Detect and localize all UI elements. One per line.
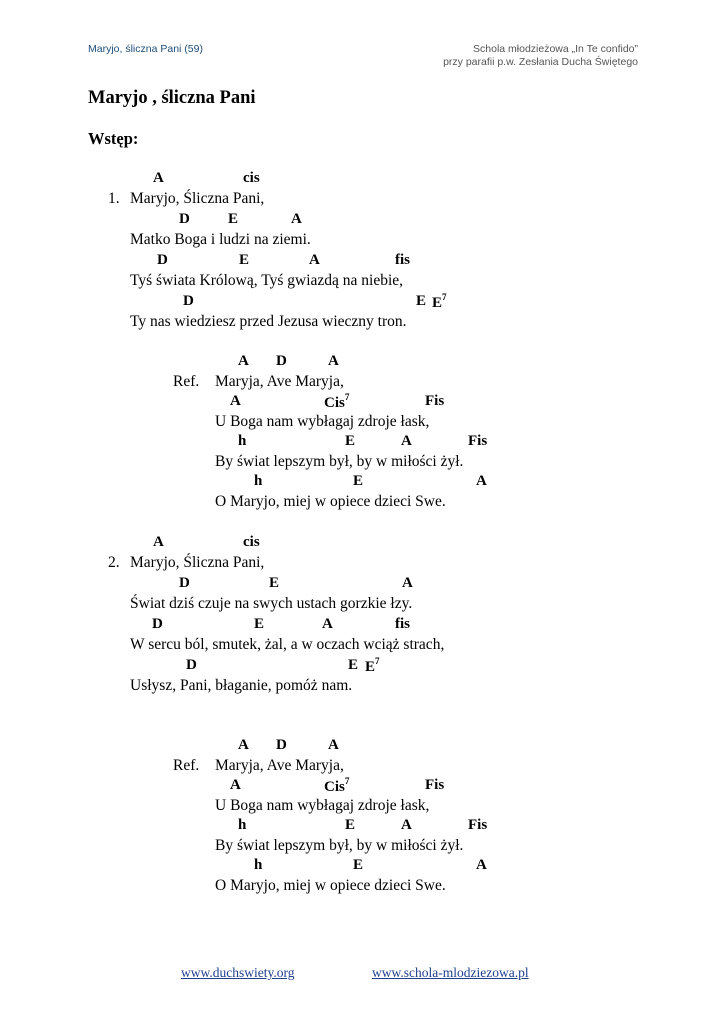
v2-chord-3-0: D — [186, 657, 197, 673]
v2-chord-3-2 — [365, 657, 380, 676]
v1-chord-1-2: A — [291, 211, 302, 227]
ref2-line-3: O Maryjo, miej w opiece dzieci Swe. — [215, 877, 446, 894]
footer-link-schola[interactable]: www.schola-mlodziezowa.pl — [372, 965, 529, 980]
ref2-chord-1-1 — [324, 777, 349, 796]
v1-chord-2-1: E — [239, 252, 250, 268]
ref2-chord-1-0: A — [230, 777, 241, 793]
v1-chord-0-0: A — [153, 170, 164, 186]
v1-chord-0-1: cis — [243, 170, 260, 186]
ref2-chord-1-1-extension: 7 — [344, 776, 350, 786]
ref2-chord-1-1-root: Cis — [324, 779, 345, 795]
ref2-chord-0-1: D — [276, 737, 287, 753]
footer-link-duchswiety[interactable]: www.duchswiety.org — [181, 965, 295, 980]
v2-chord-3-1: E — [348, 657, 359, 673]
v2-chord-2-1: E — [254, 616, 265, 632]
v2-chord-1-1: E — [269, 575, 280, 591]
ref1-line-1: U Boga nam wybłagaj zdroje łask, — [215, 413, 430, 430]
v2-line-3: Usłysz, Pani, błaganie, pomóż nam. — [130, 677, 353, 694]
v1-chord-3-1: E — [416, 293, 427, 309]
v1-chord-2-0: D — [157, 252, 168, 268]
ref1-chord-3-2: A — [476, 473, 487, 489]
v1-chord-2-3: fis — [395, 252, 410, 268]
v2-line-1: Świat dziś czuje na swych ustach gorzkie łzy. — [130, 595, 413, 612]
v1-chord-3-2-extension: 7 — [442, 292, 447, 302]
v1-chord-1-1: E — [228, 211, 239, 227]
v2-chord-0-1: cis — [243, 534, 260, 550]
v2-line-0: Maryjo, Śliczna Pani, — [130, 554, 265, 571]
ref2-line-2: By świat lepszym był, by w miłości żył. — [215, 837, 464, 854]
ref1-chord-1-1-extension: 7 — [344, 392, 350, 402]
v1-chord-3-2-root: E — [432, 295, 443, 311]
ref1-chord-1-0: A — [230, 393, 241, 409]
page-title: Maryjo , śliczna Pani — [88, 88, 256, 108]
v2-chord-3-2-root: E — [365, 659, 376, 675]
v1-line-2: Tyś świata Królową, Tyś gwiazdą na niebie, — [130, 272, 404, 289]
ref2-chord-0-2: A — [328, 737, 339, 753]
ref2-chord-0-0: A — [238, 737, 249, 753]
v1-line-1: Matko Boga i ludzi na ziemi. — [130, 231, 311, 248]
ref2-chord-1-2: Fis — [425, 777, 445, 793]
ref1-line-3: O Maryjo, miej w opiece dzieci Swe. — [215, 493, 446, 510]
v2-chord-1-2: A — [402, 575, 413, 591]
ref1-chord-1-1-root: Cis — [324, 395, 345, 411]
ref2-chord-3-0: h — [254, 857, 263, 873]
ref1-chord-2-1: E — [345, 433, 356, 449]
ref1-chord-0-1: D — [276, 353, 287, 369]
v1-chord-3-0: D — [183, 293, 194, 309]
ref1-chord-2-2: A — [401, 433, 412, 449]
ref2-chord-2-0: h — [238, 817, 247, 833]
v2-chord-1-0: D — [179, 575, 190, 591]
intro-label: Wstęp: — [88, 129, 139, 148]
v2-chord-3-2-extension: 7 — [375, 656, 380, 666]
v1-number: 1. — [108, 190, 120, 207]
ref1-chord-2-0: h — [238, 433, 247, 449]
v1-chord-1-0: D — [179, 211, 190, 227]
ref1-chord-1-1 — [324, 393, 349, 412]
ref2-line-1: U Boga nam wybłagaj zdroje łask, — [215, 797, 430, 814]
v2-number: 2. — [108, 554, 120, 571]
ref2-chord-3-2: A — [476, 857, 487, 873]
ref2-chord-2-1: E — [345, 817, 356, 833]
ref2-label: Ref. — [173, 757, 200, 774]
ref1-chord-1-2: Fis — [425, 393, 445, 409]
header-choir-name: Schola młodzieżowa „In Te confido” — [473, 43, 638, 55]
header-parish: przy parafii p.w. Zesłania Ducha Świętego — [443, 56, 638, 68]
ref1-chord-3-1: E — [353, 473, 364, 489]
v2-chord-2-0: D — [152, 616, 163, 632]
v1-chord-2-2: A — [309, 252, 320, 268]
v2-chord-0-0: A — [153, 534, 164, 550]
ref2-line-0: Maryja, Ave Maryja, — [215, 757, 344, 774]
ref2-chord-2-2: A — [401, 817, 412, 833]
v2-chord-2-3: fis — [395, 616, 410, 632]
ref2-chord-2-3: Fis — [468, 817, 488, 833]
v2-line-2: W sercu ból, smutek, żal, a w oczach wciąż strach, — [130, 636, 445, 653]
ref1-chord-0-2: A — [328, 353, 339, 369]
v1-chord-3-2 — [432, 293, 447, 312]
ref1-label: Ref. — [173, 373, 200, 390]
v1-line-0: Maryjo, Śliczna Pani, — [130, 190, 265, 207]
ref1-line-2: By świat lepszym był, by w miłości żył. — [215, 453, 464, 470]
ref1-chord-2-3: Fis — [468, 433, 488, 449]
ref2-chord-3-1: E — [353, 857, 364, 873]
ref1-line-0: Maryja, Ave Maryja, — [215, 373, 344, 390]
v2-chord-2-2: A — [322, 616, 333, 632]
header-song-title: Maryjo, śliczna Pani (59) — [88, 43, 203, 55]
ref1-chord-3-0: h — [254, 473, 263, 489]
v1-line-3: Ty nas wiedziesz przed Jezusa wieczny tron. — [130, 313, 407, 330]
ref1-chord-0-0: A — [238, 353, 249, 369]
